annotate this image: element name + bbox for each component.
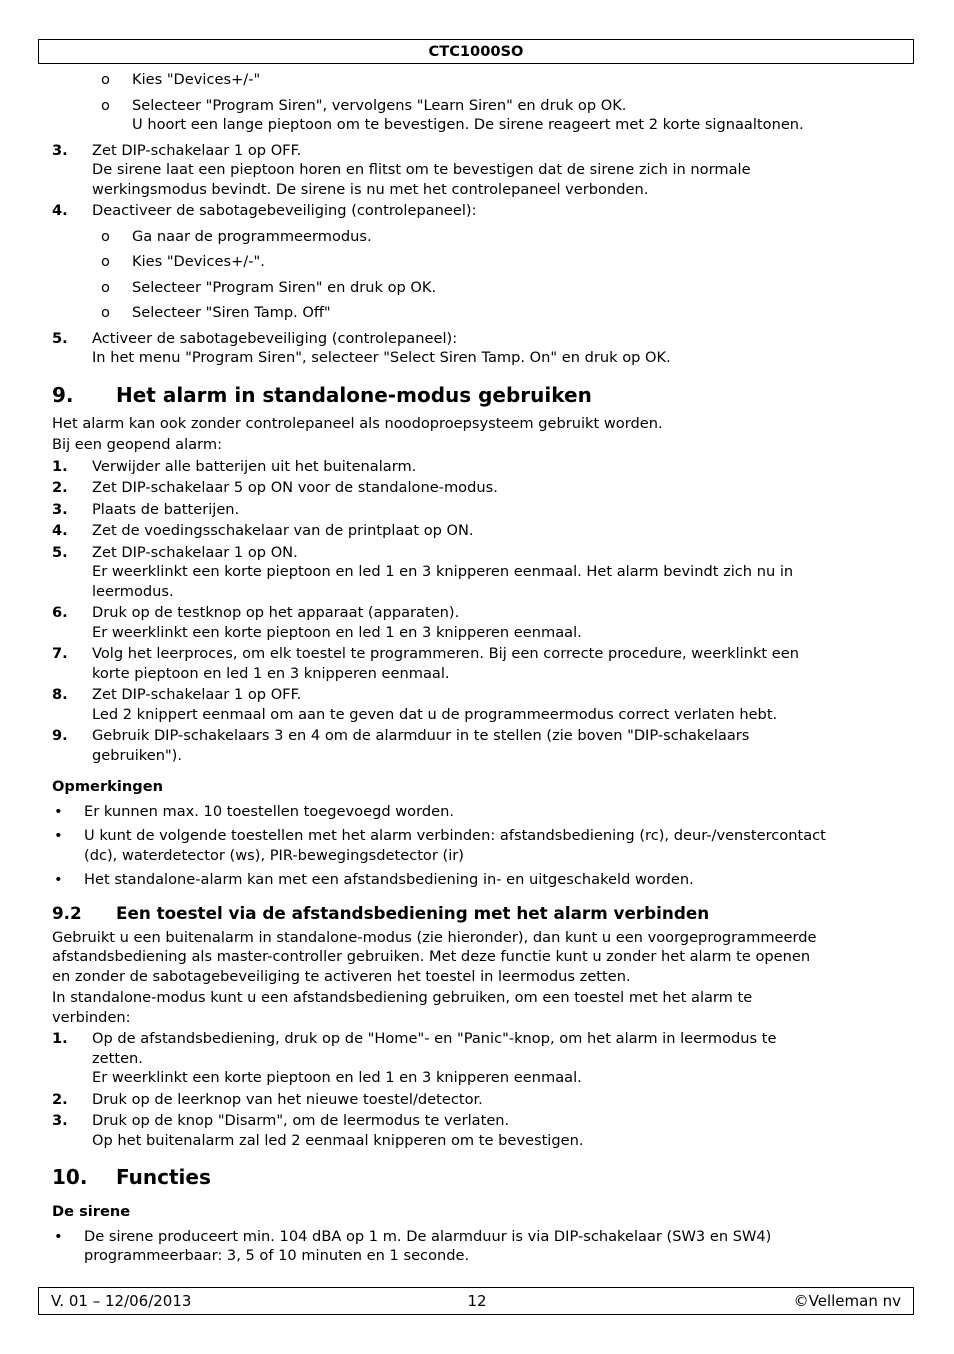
page-content: o Kies "Devices+/-" o Selecteer "Program Siren", vervolgens "Learn Siren" en druk op OK. U hoort een lange pieptoon om te bevestigen. De sirene reageert met 2 korte signaaltonen. 3. Zet DIP-schakelaar 1 op OFF. De sirene laat een pieptoon horen en flitst om te bevestigen dat de sirene zich in normale werkingsmodus bevindt. De sirene is nu met het controlepaneel verbonden. 4. Deactiveer de sabotagebeveiliging (controlepaneel): o Ga naar de programmeermodus. o Kies "Devices+/-". o Selecteer "Program Siren" en druk op OK. o Selecteer "Siren Tamp. Off" 5. Activeer de sabotagebeveiliging (controlepaneel): In het menu "Program Siren", selecteer "Select Siren Tamp. On" en druk op OK. 9. Het alarm in standalone-modus gebruiken Het alarm kan ook zonder controlepaneel als noodoproepsysteem gebruikt worden. Bij een geopend alarm: 1. Verwijder alle batterijen uit het buitenalarm. 2. Zet DIP-schakelaar 5 op ON voor de standalone-modus. 3. Plaats de batterijen. 4. Zet de voedingsschakelaar van de printplaat op ON. 5. Zet DIP-schakelaar 1 op ON. Er weerklinkt een korte pieptoon en led 1 en 3 knipperen eenmaal. Het alarm bevindt zich nu in leermodus. 6. Druk op de testknop op het apparaat (apparaten). Er weerklinkt een korte pieptoon en led 1 en 3 knipperen eenmaal. 7. Volg het leerproces, om elk toestel te programmeren. Bij een correcte procedure, weerklinkt een korte pieptoon en led 1 en 3 knipperen eenmaal. 8. Zet DIP-schakelaar 1 op OFF. Led 2 knippert eenmaal om aan te geven dat u de programmeermodus correct verlaten hebt. 9. Gebruik DIP-schakelaars 3 en 4 om de alarmduur in te stellen (zie boven "DIP-schakelaars gebruiken"). Opmerkingen • Er kunnen max. 10 toestellen toegevoegd worden. • U kunt de volgende toestellen met het alarm verbinden: afstandsbediening (rc), deur-/venstercontact (dc), waterdetector (ws), PIR-bewegingsdetector (ir) • Het standalone-alarm kan met een afstandsbediening in- en uitgeschakeld worden. 9.2 Een toestel via de afstandsbediening met het alarm verbinden Gebruikt u een buitenalarm in standalone-modus (zie hieronder), dan kunt u een voorgeprogrammeerde afstandsbediening als master-controller gebruiken. Met deze functie kunt u zonder het alarm te openen en zonder de sabotagebeveiliging te activeren het toestel in leermodus zetten. In standalone-modus kunt u een afstandsbediening gebruiken, om een toestel met het alarm te verbinden: 1. Op de afstandsbediening, druk op de "Home"- en "Panic"-knop, om het alarm in leermodus te zetten. Er weerklinkt een korte pieptoon en led 1 en 3 knipperen eenmaal. 2. Druk op de leerknop van het nieuwe toestel/detector. 3. Druk op de knop "Disarm", om de leermodus te verlaten. Op het buitenalarm zal led 2 eenmaal knipperen om te bevestigen. 10. Functies De sirene • De sirene produceert min. 104 dBA op 1 m. De alarmduur is via DIP-schakelaar (SW3 en SW4) programmeerbaar: 3, 5 of 10 minuten en 1 seconde. [52, 70, 908, 1271]
list-item: 7. Volg het leerproces, om elk toestel te programmeren. Bij een correcte procedure, weerklinkt een korte pieptoon en led 1 en 3 knipperen eenmaal. [52, 645, 800, 682]
footer-copyright: ©Velleman nv [793, 1292, 901, 1310]
page-footer [38, 1287, 914, 1315]
list-item: 4. Zet de voedingsschakelaar van de printplaat op ON. [52, 522, 474, 539]
list-item: • Er kunnen max. 10 toestellen toegevoegd worden. [54, 802, 454, 820]
list-item: • U kunt de volgende toestellen met het alarm verbinden: afstandsbediening (rc), deur-/venstercontact (dc), waterdetector (ws), PIR-bewegingsdetector (ir) [54, 827, 826, 864]
list-item: o Selecteer "Program Siren", vervolgens "Learn Siren" en druk op OK. U hoort een lange pieptoon om te bevestigen. De sirene reageert met 2 korte signaaltonen. [101, 96, 804, 133]
footer-page-number: 12 [467, 1292, 487, 1310]
paragraph: Gebruikt u een buitenalarm in standalone-modus (zie hieronder), dan kunt u een voorgeprogrammeerde afstandsbediening als master-controller gebruiken. Met deze functie kunt u zonder het alarm te openen en zonder de sabotagebeveiliging te activeren het toestel in leermodus zetten. [52, 928, 817, 985]
header-title: CTC1000SO [428, 43, 524, 60]
section-heading: 9. Het alarm in standalone-modus gebruiken [52, 382, 592, 407]
list-item: 5. Zet DIP-schakelaar 1 op ON. Er weerklinkt een korte pieptoon en led 1 en 3 knipperen eenmaal. Het alarm bevindt zich nu in leermodus. [52, 543, 794, 600]
list-item: 8. Zet DIP-schakelaar 1 op OFF. Led 2 knippert eenmaal om aan te geven dat u de programmeermodus correct verlaten hebt. [52, 686, 778, 723]
list-item: 2. Zet DIP-schakelaar 5 op ON voor de standalone-modus. [52, 479, 498, 496]
list-item: 5. Activeer de sabotagebeveiliging (controlepaneel): In het menu "Program Siren", selecteer "Select Siren Tamp. On" en druk op OK. [52, 329, 671, 366]
footer-version: V. 01 – 12/06/2013 [51, 1292, 192, 1310]
list-item: o Selecteer "Siren Tamp. Off" [101, 304, 331, 321]
list-item: • De sirene produceert min. 104 dBA op 1 m. De alarmduur is via DIP-schakelaar (SW3 en SW4) programmeerbaar: 3, 5 of 10 minuten en 1 seconde. [54, 1227, 772, 1264]
page-header [38, 39, 914, 64]
list-item: 1. Verwijder alle batterijen uit het buitenalarm. [52, 457, 417, 475]
section-heading: 10. Functies [52, 1165, 211, 1189]
subsection-heading: 9.2 Een toestel via de afstandsbediening met het alarm verbinden [52, 902, 710, 923]
list-item: 1. Op de afstandsbediening, druk op de "Home"- en "Panic"-knop, om het alarm in leermodus te zetten. Er weerklinkt een korte pieptoon en led 1 en 3 knipperen eenmaal. [52, 1030, 777, 1086]
paragraph: In standalone-modus kunt u een afstandsbediening gebruiken, om een toestel met het alarm te verbinden: [52, 989, 753, 1026]
list-item: • Het standalone-alarm kan met een afstandsbediening in- en uitgeschakeld worden. [54, 871, 694, 888]
notes-heading: Opmerkingen [52, 778, 163, 795]
list-item: 3. Druk op de knop "Disarm", om de leermodus te verlaten. Op het buitenalarm zal led 2 eenmaal knipperen om te bevestigen. [52, 1112, 584, 1149]
list-item: o Ga naar de programmeermodus. [101, 227, 372, 245]
list-item: 4. Deactiveer de sabotagebeveiliging (controlepaneel): [52, 202, 477, 219]
list-item: 3. Zet DIP-schakelaar 1 op OFF. De sirene laat een pieptoon horen en flitst om te bevestigen dat de sirene zich in normale werkingsmodus bevindt. De sirene is nu met het controlepaneel verbonden. [52, 141, 751, 198]
list-item: 9. Gebruik DIP-schakelaars 3 en 4 om de alarmduur in te stellen (zie boven "DIP-schakelaars gebruiken"). [52, 727, 750, 764]
list-item: 3. Plaats de batterijen. [52, 500, 240, 518]
list-item: o Kies "Devices+/-". [101, 253, 265, 270]
list-item: 6. Druk op de testknop op het apparaat (apparaten). Er weerklinkt een korte pieptoon en led 1 en 3 knipperen eenmaal. [52, 604, 582, 641]
list-item: 2. Druk op de leerknop van het nieuwe toestel/detector. [52, 1090, 483, 1108]
list-item: o Selecteer "Program Siren" en druk op OK. [101, 278, 437, 296]
subsection-heading: De sirene [52, 1203, 131, 1220]
list-item: o Kies "Devices+/-" [101, 71, 261, 88]
